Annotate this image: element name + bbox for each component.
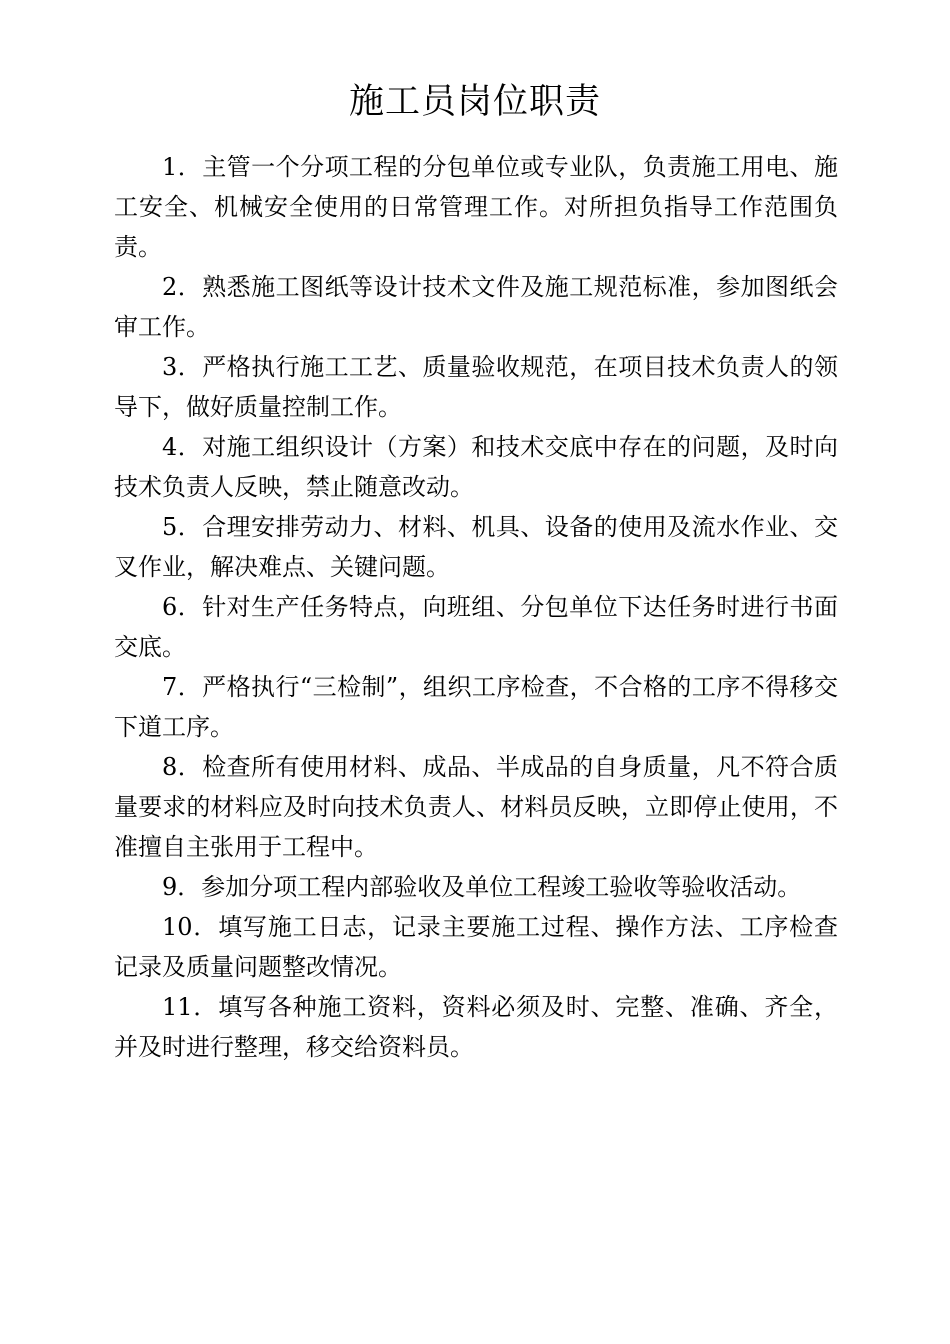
duty-item-4: 4．对施工组织设计（方案）和技术交底中存在的问题，及时向技术负责人反映，禁止随意改动。 xyxy=(114,433,838,501)
duty-item-6: 6．针对生产任务特点，向班组、分包单位下达任务时进行书面交底。 xyxy=(114,593,838,661)
duty-item-8: 8．检查所有使用材料、成品、半成品的自身质量，凡不符合质量要求的材料应及时向技术负责人、材料员反映，立即停止使用，不准擅自主张用于工程中。 xyxy=(114,753,838,861)
duty-item-1: 1．主管一个分项工程的分包单位或专业队，负责施工用电、施工安全、机械安全使用的日常管理工作。对所担负指导工作范围负责。 xyxy=(114,153,838,261)
duty-item-7: 7．严格执行“三检制”，组织工序检查，不合格的工序不得移交下道工序。 xyxy=(114,673,838,741)
duty-item-5: 5．合理安排劳动力、材料、机具、设备的使用及流水作业、交叉作业，解决难点、关键问题。 xyxy=(114,513,838,581)
duty-item-3: 3．严格执行施工工艺、质量验收规范，在项目技术负责人的领导下，做好质量控制工作。 xyxy=(114,353,838,421)
duty-item-9: 9．参加分项工程内部验收及单位工程竣工验收等验收活动。 xyxy=(162,873,802,901)
duties-list xyxy=(114,147,838,1067)
duty-item-2: 2．熟悉施工图纸等设计技术文件及施工规范标准，参加图纸会审工作。 xyxy=(114,273,838,341)
duty-item-11: 11．填写各种施工资料，资料必须及时、完整、准确、齐全，并及时进行整理，移交给资料员。 xyxy=(114,993,838,1061)
duty-item-10: 10．填写施工日志，记录主要施工过程、操作方法、工序检查记录及质量问题整改情况。 xyxy=(114,913,838,981)
page-title: 施工员岗位职责 xyxy=(348,82,601,122)
